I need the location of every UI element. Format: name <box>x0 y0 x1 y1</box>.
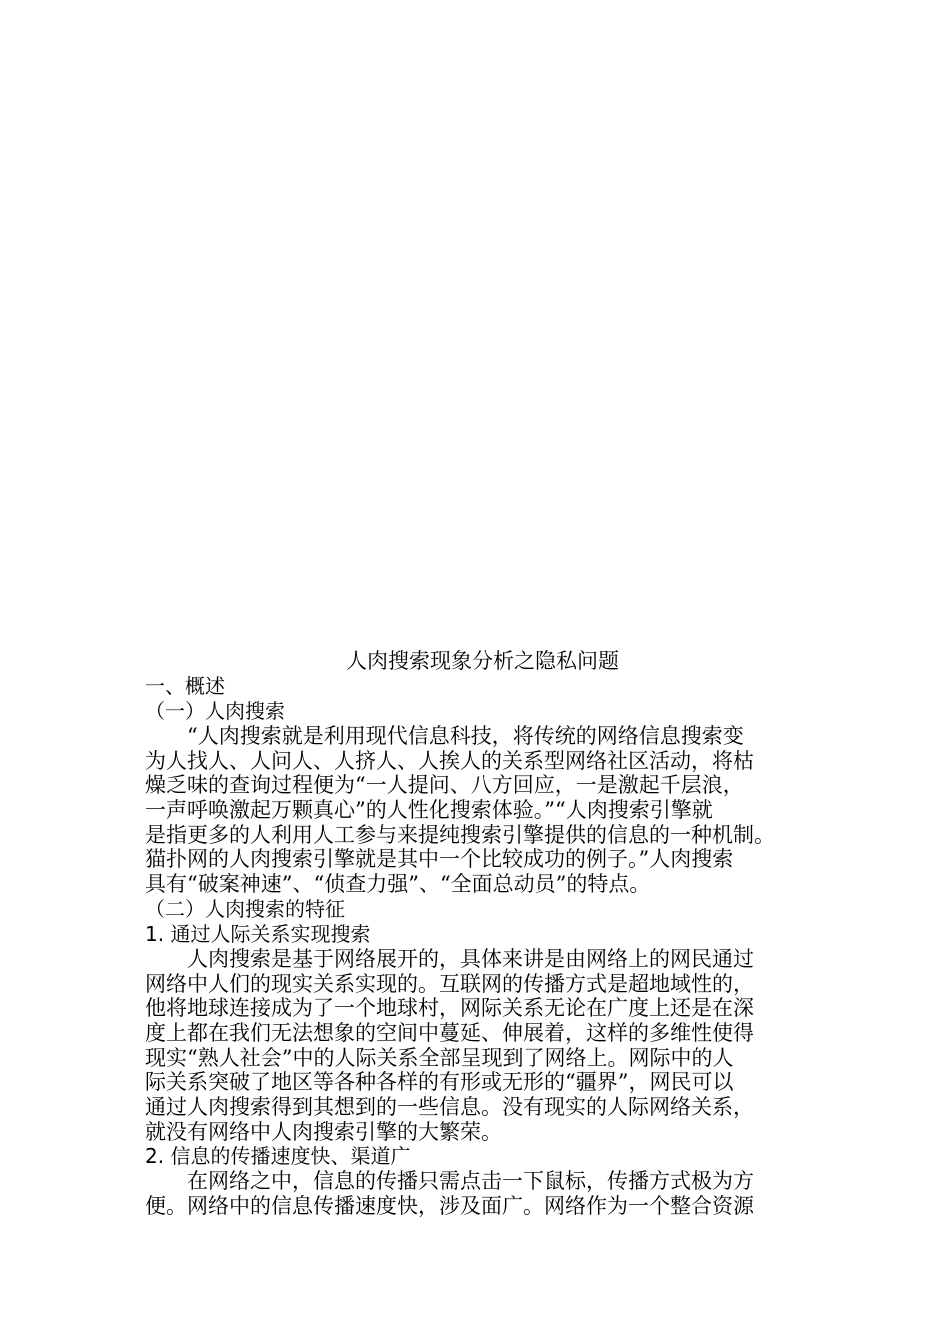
paragraph-line: 燥乏味的查询过程便为“一人提问、八方回应，一是激起千层浪， <box>145 773 744 798</box>
document-title: 人肉搜索现象分析之隐私问题 <box>346 649 619 673</box>
paragraph-line: 通过人肉搜索得到其想到的一些信息。没有现实的人际网络关系， <box>145 1094 754 1119</box>
paragraph-line: 在网络之中，信息的传播只需点击一下鼠标，传播方式极为方 <box>187 1169 754 1194</box>
paragraph-line: “人肉搜索就是利用现代信息科技，将传统的网络信息搜索变 <box>187 724 744 748</box>
document-page <box>145 648 820 1219</box>
paragraph-line: 现实“熟人社会”中的人际关系全部呈现到了网络上。网际中的人 <box>145 1045 734 1070</box>
paragraph-line: 为人找人、人问人、人挤人、人挨人的关系型网络社区活动，将枯 <box>145 748 754 773</box>
point-heading-interpersonal: 1. 通过人际关系实现搜索 <box>145 921 371 946</box>
paragraph-line: 际关系突破了地区等各种各样的有形或无形的“疆界”，网民可以 <box>145 1070 734 1095</box>
paragraph-interpersonal <box>145 947 820 1145</box>
paragraph-line: 度上都在我们无法想象的空间中蔓延、伸展着，这样的多维性使得 <box>145 1020 754 1045</box>
paragraph-line: 是指更多的人利用人工参与来提纯搜索引擎提供的信息的一种机制。 <box>145 822 775 847</box>
paragraph-line: 就没有网络中人肉搜索引擎的大繁荣。 <box>145 1119 502 1144</box>
paragraph-line: 一声呼唤激起万颗真心”的人性化搜索体验。”“人肉搜索引擎就 <box>145 798 713 823</box>
paragraph-definition <box>145 724 820 897</box>
point-heading-spread-speed: 2. 信息的传播速度快、渠道广 <box>145 1144 411 1169</box>
paragraph-spread-speed <box>145 1169 820 1218</box>
paragraph-line: 猫扑网的人肉搜索引擎就是其中一个比较成功的例子。”人肉搜索 <box>145 847 734 872</box>
section-heading-overview: 一、概述 <box>145 674 225 698</box>
paragraph-line: 人肉搜索是基于网络展开的，具体来讲是由网络上的网民通过 <box>187 946 754 971</box>
paragraph-line: 具有“破案神速”、“侦查力强”、“全面总动员”的特点。 <box>145 872 651 897</box>
paragraph-line: 他将地球连接成为了一个地球村，网际关系无论在广度上还是在深 <box>145 996 754 1021</box>
subsection-heading-features: （二）人肉搜索的特征 <box>145 896 345 921</box>
paragraph-line: 便。网络中的信息传播速度快，涉及面广。网络作为一个整合资源 <box>145 1194 754 1218</box>
subsection-heading-human-flesh-search: （一）人肉搜索 <box>145 699 285 723</box>
paragraph-line: 网络中人们的现实关系实现的。互联网的传播方式是超地域性的， <box>145 971 754 996</box>
